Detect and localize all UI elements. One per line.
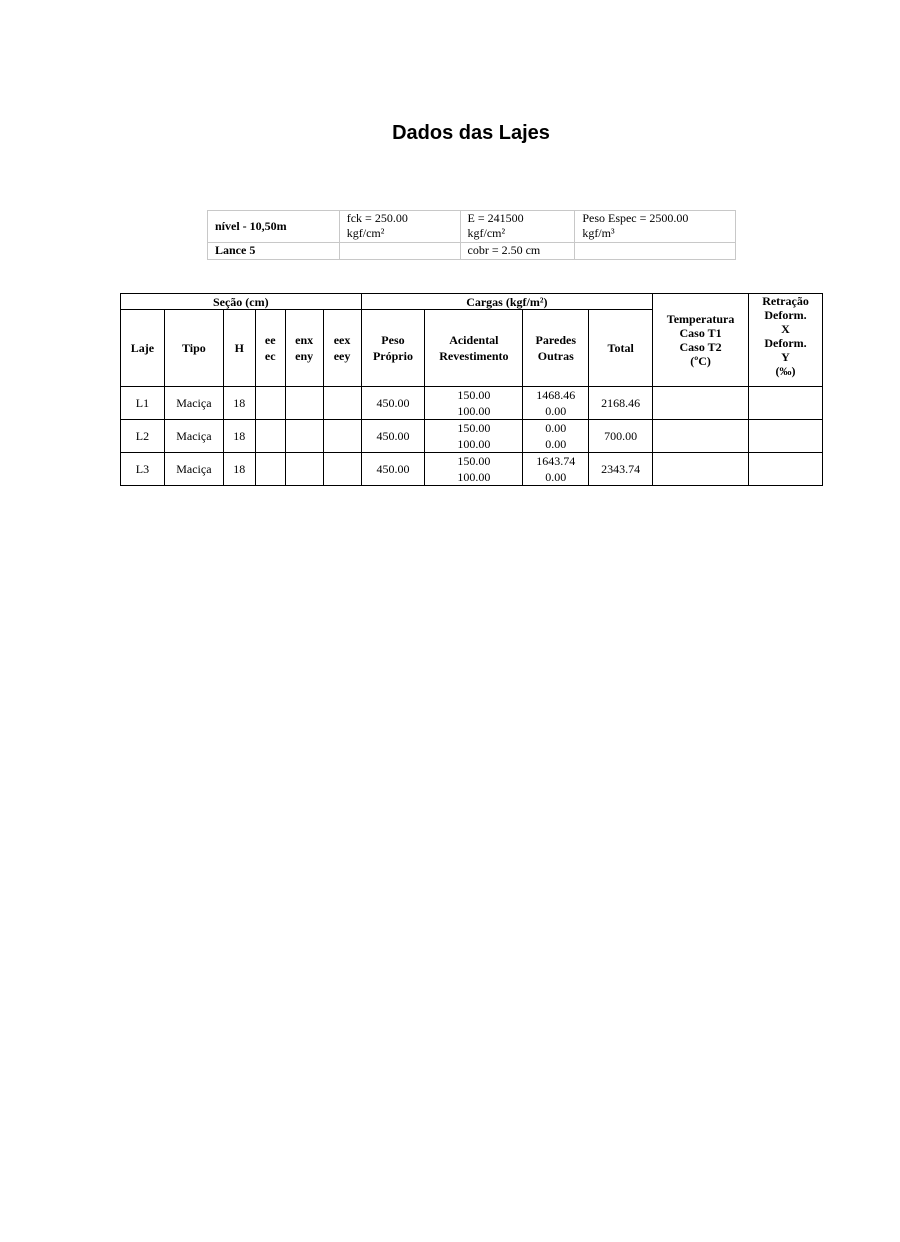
shrinkage-header: Retração Deform. X Deform. Y (‰) <box>749 294 823 387</box>
cell-ee <box>255 387 285 420</box>
cell-peso: 450.00 <box>361 387 425 420</box>
empty-cell <box>575 243 736 260</box>
cell-enx <box>285 453 323 486</box>
cell-tipo: Maciça <box>164 420 223 453</box>
table-row <box>121 420 823 453</box>
slabs-table <box>120 293 823 486</box>
cell-eex <box>323 387 361 420</box>
col-acidental-revestimento: Acidental Revestimento <box>425 310 523 387</box>
nivel-label: nível - 10,50m <box>208 211 340 243</box>
col-laje: Laje <box>121 310 165 387</box>
cell-paredes: 1468.46 0.00 <box>523 387 589 420</box>
fck-cell <box>339 211 460 243</box>
empty-cell <box>339 243 460 260</box>
cell-peso: 450.00 <box>361 453 425 486</box>
cell-laje: L3 <box>121 453 165 486</box>
cell-acidental: 150.00 100.00 <box>425 453 523 486</box>
cell-ee <box>255 453 285 486</box>
cell-temperatura <box>653 453 749 486</box>
modulus-unit: kgf/cm² <box>467 226 506 240</box>
col-peso-proprio: Peso Próprio <box>361 310 425 387</box>
cell-peso: 450.00 <box>361 420 425 453</box>
cell-retracao <box>749 387 823 420</box>
cell-temperatura <box>653 420 749 453</box>
cell-ee <box>255 420 285 453</box>
cell-h: 18 <box>223 387 255 420</box>
col-paredes-outras: Paredes Outras <box>523 310 589 387</box>
cell-laje: L2 <box>121 420 165 453</box>
modulus-cell <box>460 211 575 243</box>
cell-retracao <box>749 420 823 453</box>
page-title: Dados das Lajes <box>392 122 550 144</box>
temperature-header: Temperatura Caso T1 Caso T2 (ºC) <box>653 294 749 387</box>
col-tipo: Tipo <box>164 310 223 387</box>
col-h: H <box>223 310 255 387</box>
col-ee-ec: ee ec <box>255 310 285 387</box>
cell-acidental: 150.00 100.00 <box>425 387 523 420</box>
specific-weight-value: Peso Espec = 2500.00 <box>582 211 689 225</box>
level-info-table <box>207 210 736 260</box>
cell-paredes: 0.00 0.00 <box>523 420 589 453</box>
cell-retracao <box>749 453 823 486</box>
col-eex-eey: eex eey <box>323 310 361 387</box>
cell-temperatura <box>653 387 749 420</box>
specific-weight-cell <box>575 211 736 243</box>
cell-acidental: 150.00 100.00 <box>425 420 523 453</box>
cell-eex <box>323 453 361 486</box>
col-enx-eny: enx eny <box>285 310 323 387</box>
fck-value: fck = 250.00 <box>346 211 408 225</box>
cell-laje: L1 <box>121 387 165 420</box>
group-header-row <box>121 294 823 310</box>
info-row <box>208 243 736 260</box>
cell-total: 700.00 <box>589 420 653 453</box>
cell-eex <box>323 420 361 453</box>
cell-h: 18 <box>223 453 255 486</box>
loads-group-header: Cargas (kgf/m²) <box>361 294 653 310</box>
col-total: Total <box>589 310 653 387</box>
section-group-header: Seção (cm) <box>121 294 362 310</box>
modulus-value: E = 241500 <box>467 211 524 225</box>
fck-unit: kgf/cm² <box>346 226 385 240</box>
info-row <box>208 211 736 243</box>
cell-enx <box>285 420 323 453</box>
cell-paredes: 1643.74 0.00 <box>523 453 589 486</box>
cell-tipo: Maciça <box>164 387 223 420</box>
cell-total: 2168.46 <box>589 387 653 420</box>
cell-total: 2343.74 <box>589 453 653 486</box>
specific-weight-unit: kgf/m³ <box>582 226 615 240</box>
table-row <box>121 453 823 486</box>
lance-label: Lance 5 <box>208 243 340 260</box>
cell-tipo: Maciça <box>164 453 223 486</box>
cell-h: 18 <box>223 420 255 453</box>
cover-value: cobr = 2.50 cm <box>460 243 575 260</box>
table-row <box>121 387 823 420</box>
cell-enx <box>285 387 323 420</box>
